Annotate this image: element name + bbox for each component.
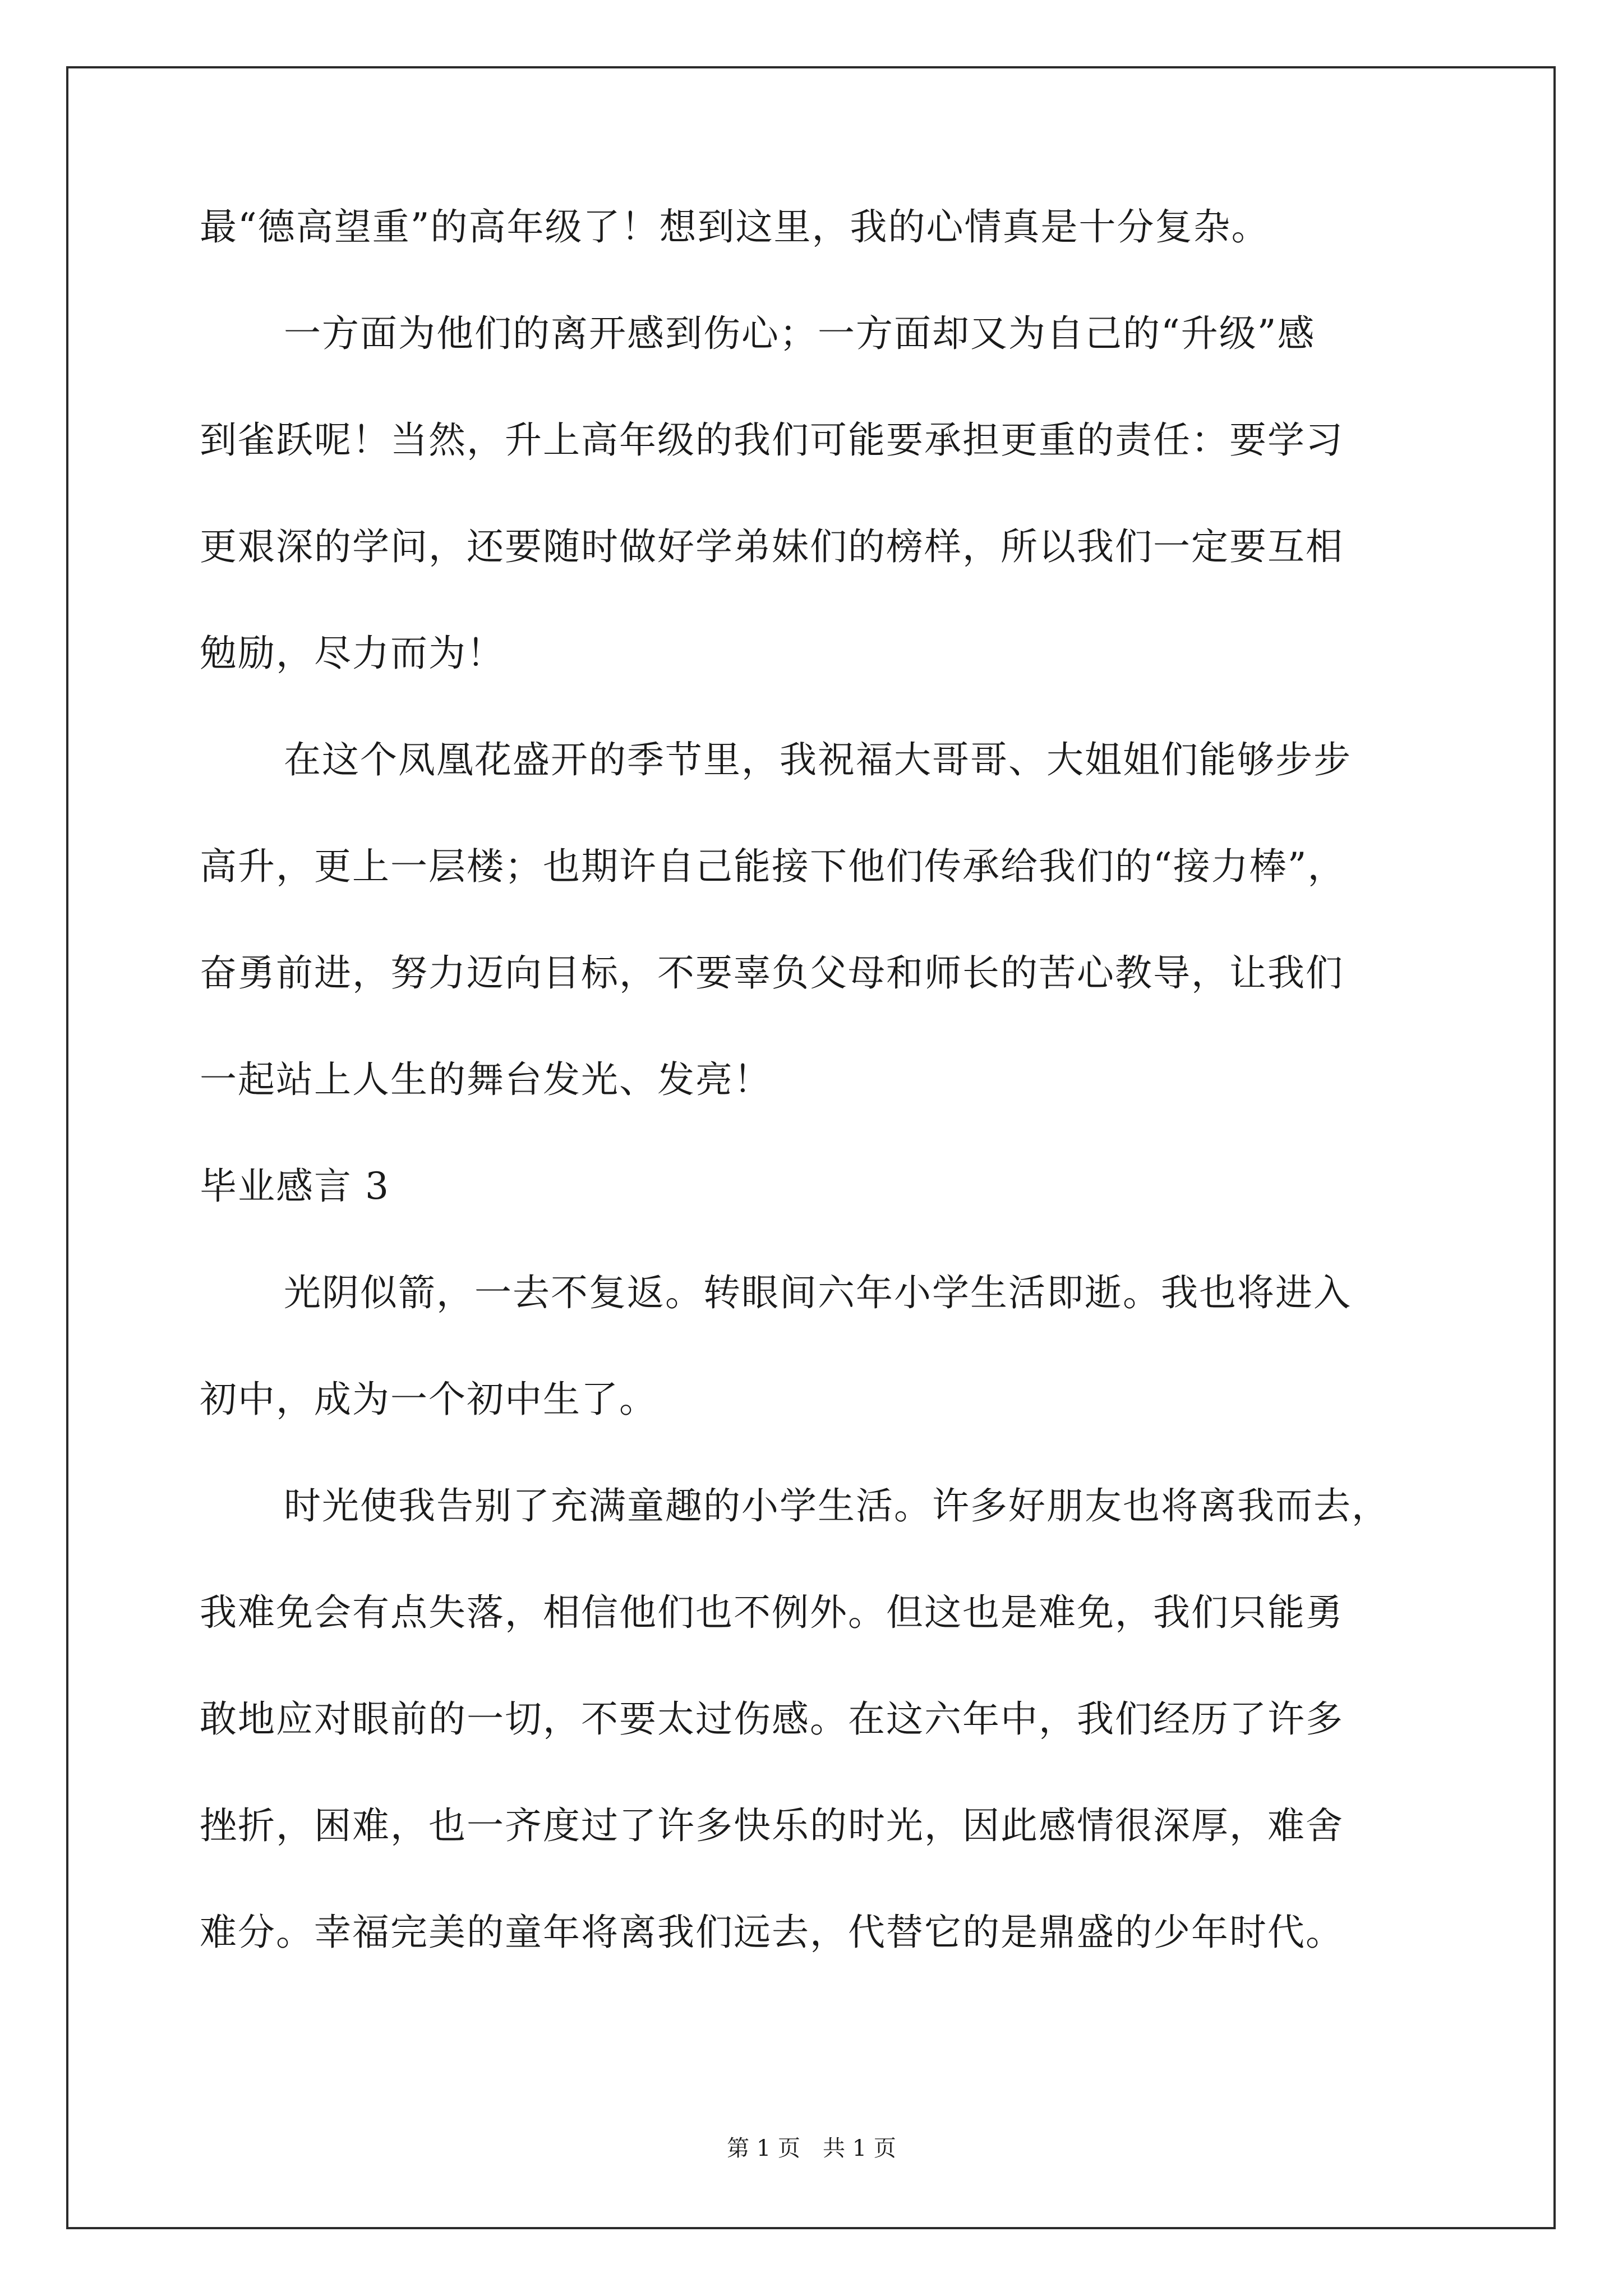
page-total: 共 1 页: [823, 2136, 896, 2161]
text-line-3: 到雀跃呢！当然，升上高年级的我们可能要承担更重的责任：要学习: [200, 418, 1344, 462]
text-line-14: 我难免会有点失落，相信他们也不例外。但这也是难免，我们只能勇: [200, 1591, 1344, 1634]
text-line-11: 光阴似箭，一去不复返。转眼间六年小学生活即逝。我也将进入: [284, 1271, 1352, 1314]
text-line-4: 更艰深的学问，还要随时做好学弟妹们的榜样，所以我们一定要互相: [200, 525, 1344, 568]
section-heading: 毕业感言 3: [200, 1165, 390, 1208]
text-line-13: 时光使我告别了充满童趣的小学生活。许多好朋友也将离我而去，: [284, 1484, 1390, 1527]
text-line-7: 高升，更上一层楼；也期许自己能接下他们传承给我们的“接力棒”，: [200, 845, 1346, 888]
text-line-12: 初中，成为一个初中生了。: [200, 1378, 657, 1421]
page-footer: [0, 2132, 1623, 2165]
text-line-15: 敢地应对眼前的一切，不要太过伤感。在这六年中，我们经历了许多: [200, 1697, 1344, 1741]
text-line-5: 勉励，尽力而为！: [200, 632, 505, 675]
text-line-6: 在这个凤凰花盛开的季节里，我祝福大哥哥、大姐姐们能够步步: [284, 738, 1352, 781]
text-line-16: 挫折，困难，也一齐度过了许多快乐的时光，因此感情很深厚，难舍: [200, 1804, 1344, 1847]
page-number: 第 1 页: [727, 2136, 800, 2161]
text-line-9: 一起站上人生的舞台发光、发亮！: [200, 1058, 772, 1101]
page-border: [66, 66, 1556, 2229]
text-line-8: 奋勇前进，努力迈向目标，不要辜负父母和师长的苦心教导，让我们: [200, 951, 1344, 995]
text-line-1: 最“德高望重”的高年级了！想到这里，我的心情真是十分复杂。: [200, 205, 1270, 249]
text-line-2: 一方面为他们的离开感到伤心；一方面却又为自己的“升级”感: [284, 312, 1316, 355]
text-line-17: 难分。幸福完美的童年将离我们远去，代替它的是鼎盛的少年时代。: [200, 1911, 1344, 1954]
